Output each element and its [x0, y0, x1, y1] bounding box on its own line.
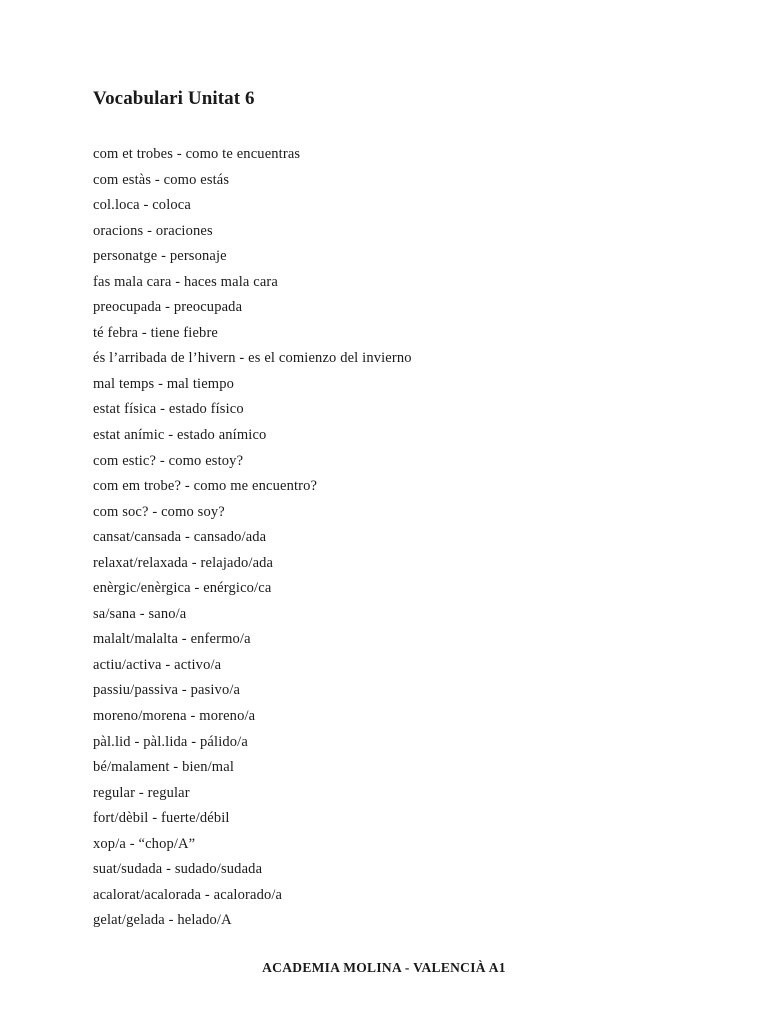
- vocab-entry: actiu/activa - activo/a: [93, 656, 222, 673]
- vocab-entry: suat/sudada - sudado/sudada: [93, 861, 263, 878]
- vocab-entry: regular - regular: [93, 784, 190, 801]
- vocab-entry: com et trobes - como te encuentras: [93, 146, 301, 162]
- vocab-entry: oracions - oraciones: [93, 222, 213, 239]
- vocab-entry: com estàs - como estás: [93, 171, 230, 188]
- vocab-entry: gelat/gelada - helado/A: [93, 912, 232, 929]
- vocab-entry: relaxat/relaxada - relajado/ada: [93, 554, 274, 571]
- vocab-entry: pàl.lid - pàl.lida - pálido/a: [93, 733, 248, 750]
- vocab-entry: preocupada - preocupada: [93, 299, 243, 316]
- vocab-entry: com em trobe? - como me encuentro?: [93, 478, 318, 495]
- vocab-entry: fort/dèbil - fuerte/débil: [93, 810, 230, 827]
- vocab-entry: cansat/cansada - cansado/ada: [93, 529, 267, 546]
- vocab-entry: sa/sana - sano/a: [93, 605, 187, 622]
- vocab-entry: enèrgic/enèrgica - enérgico/ca: [93, 580, 272, 597]
- vocab-entry: estat anímic - estado anímico: [93, 427, 267, 444]
- vocab-entry: col.loca - coloca: [93, 197, 191, 214]
- vocab-entry: és l’arribada de l’hivern - es el comienzo del invierno: [93, 350, 412, 367]
- vocab-entry: fas mala cara - haces mala cara: [93, 273, 278, 290]
- page-title: Vocabulari Unitat 6: [93, 88, 255, 109]
- vocab-entry: xop/a - “chop/A”: [93, 835, 196, 852]
- vocab-entry: acalorat/acalorada - acalorado/a: [93, 886, 283, 903]
- vocab-entry: mal temps - mal tiempo: [93, 375, 235, 392]
- vocab-entry: moreno/morena - moreno/a: [93, 708, 256, 725]
- vocab-entry: malalt/malalta - enfermo/a: [93, 631, 251, 648]
- vocab-entry: com soc? - como soy?: [93, 503, 225, 520]
- vocab-entry: personatge - personaje: [93, 248, 227, 265]
- vocab-entry: bé/malament - bien/mal: [93, 759, 235, 776]
- vocab-entry: té febra - tiene fiebre: [93, 324, 219, 341]
- page-footer: ACADEMIA MOLINA - VALENCIÀ A1: [262, 960, 506, 975]
- vocab-entry: com estic? - como estoy?: [93, 452, 244, 469]
- vocab-entry: estat física - estado físico: [93, 401, 244, 418]
- vocab-entry: passiu/passiva - pasivo/a: [93, 682, 241, 699]
- vocabulary-list: [93, 143, 412, 935]
